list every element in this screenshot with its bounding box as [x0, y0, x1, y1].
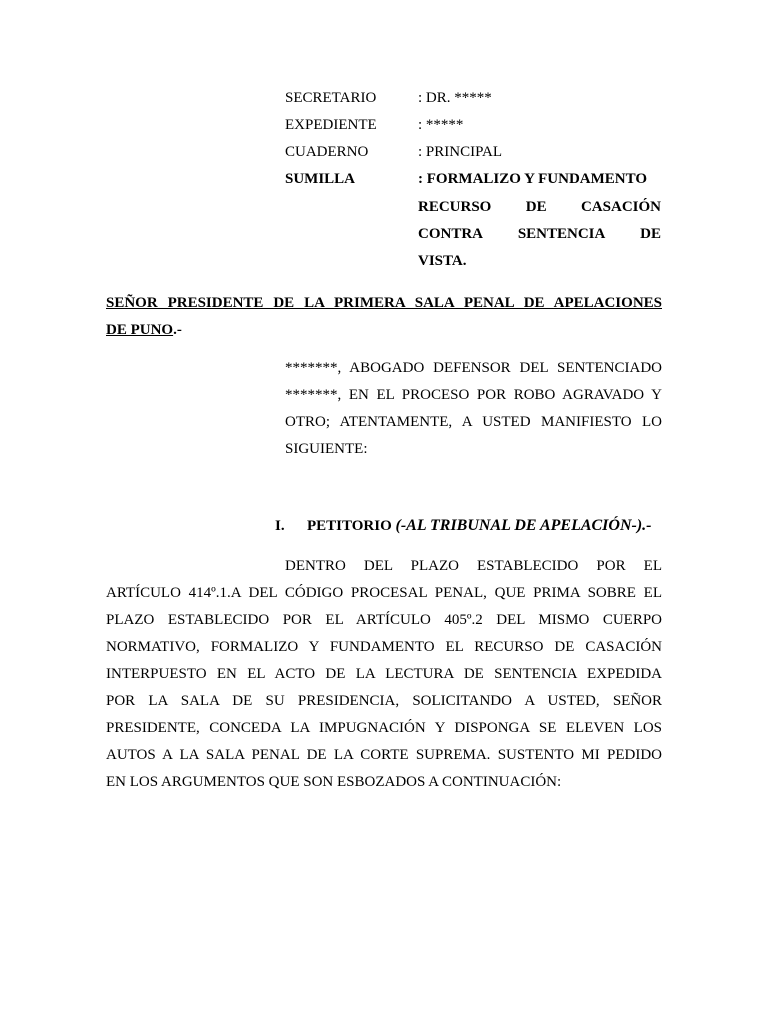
header-label: CUADERNO [285, 144, 369, 160]
petitorio-paragraph [106, 553, 662, 796]
sumilla-value-line: : FORMALIZO Y FUNDAMENTO [418, 171, 648, 187]
section-title: PETITORIO [307, 518, 396, 534]
header-row-cuaderno [285, 140, 665, 167]
addressee-line: SEÑOR PRESIDENTE DE LA PRIMERA SALA PENAL DE APELACIONES [106, 295, 662, 311]
body-line: INTERPUESTO EN EL ACTO DE LA LECTURA DE SENTENCIA EXPEDIDA [106, 666, 662, 682]
section-subtitle: (-AL TRIBUNAL DE APELACIÓN-).- [395, 517, 652, 534]
header-row-sumilla [285, 167, 665, 194]
sumilla-continuation [418, 194, 661, 275]
body-line: AUTOS A LA SALA PENAL DE LA CORTE SUPREMA. SUSTENTO MI PEDIDO [106, 747, 662, 763]
intro-line: *******, ABOGADO DEFENSOR DEL SENTENCIADO [285, 360, 662, 376]
header-value: : ***** [418, 117, 464, 133]
sumilla-label: SUMILLA [285, 171, 356, 187]
addressee-line [106, 322, 182, 338]
intro-line: SIGUIENTE: [285, 441, 368, 457]
header-label: EXPEDIENTE [285, 117, 377, 133]
addressee-heading [106, 290, 662, 344]
sumilla-value-line: VISTA. [418, 253, 467, 269]
header-value: : PRINCIPAL [418, 144, 503, 160]
intro-line: *******, EN EL PROCESO POR ROBO AGRAVADO Y [285, 387, 662, 403]
case-header [285, 86, 665, 275]
addressee-suffix: .- [173, 322, 182, 338]
body-line: EN LOS ARGUMENTOS QUE SON ESBOZADOS A CONTINUACIÓN: [106, 774, 562, 790]
intro-line: OTRO; ATENTAMENTE, A USTED MANIFIESTO LO [285, 414, 662, 430]
body-line: NORMATIVO, FORMALIZO Y FUNDAMENTO EL RECURSO DE CASACIÓN [106, 639, 662, 655]
sumilla-value-line: RECURSO DE CASACIÓN [418, 199, 661, 215]
section-heading [275, 514, 652, 538]
header-row-secretario [285, 86, 665, 113]
body-line: PRESIDENTE, CONCEDA LA IMPUGNACIÓN Y DISPONGA SE ELEVEN LOS [106, 720, 662, 736]
header-label: SECRETARIO [285, 90, 377, 106]
sumilla-value-line: CONTRA SENTENCIA DE [418, 226, 661, 242]
body-line: PLAZO ESTABLECIDO POR EL ARTÍCULO 405º.2 DEL MISMO CUERPO [106, 612, 662, 628]
addressee-underlined-text: DE PUNO [106, 322, 174, 338]
body-line: ARTÍCULO 414º.1.A DEL CÓDIGO PROCESAL PENAL, QUE PRIMA SOBRE EL [106, 585, 662, 601]
body-line: DENTRO DEL PLAZO ESTABLECIDO POR EL [285, 558, 662, 574]
body-line: POR LA SALA DE SU PRESIDENCIA, SOLICITANDO A USTED, SEÑOR [106, 693, 662, 709]
intro-paragraph [285, 355, 662, 463]
section-number: I. [275, 518, 285, 534]
header-value: : DR. ***** [418, 90, 492, 106]
header-row-expediente [285, 113, 665, 140]
